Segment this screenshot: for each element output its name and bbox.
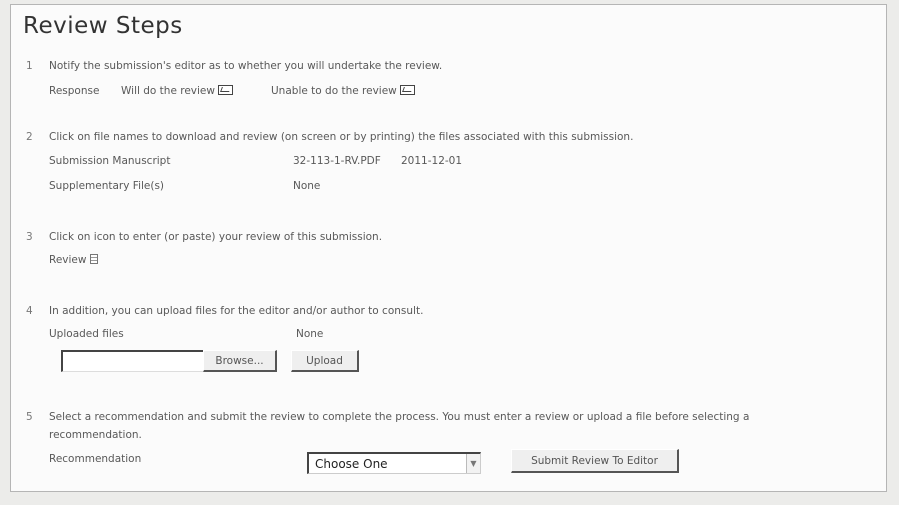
step-2-number: 2 <box>26 131 33 143</box>
step-3-number: 3 <box>26 231 33 243</box>
submit-review-button[interactable]: Submit Review To Editor <box>511 449 679 473</box>
supplementary-files-label: Supplementary File(s) <box>49 180 165 192</box>
review-steps-panel <box>10 4 887 492</box>
step-4-number: 4 <box>26 305 33 317</box>
manuscript-file-link[interactable]: 32-113-1-RV.PDF <box>293 155 381 167</box>
step-5-instruction-line2: recommendation. <box>49 429 142 441</box>
upload-button[interactable]: Upload <box>291 350 359 372</box>
step-3-instruction: Click on icon to enter (or paste) your review of this submission. <box>49 231 383 243</box>
unable-review-label[interactable]: Unable to do the review <box>271 85 397 97</box>
chevron-down-icon[interactable]: ▼ <box>466 454 480 473</box>
step-5-number: 5 <box>26 411 33 423</box>
page-title: Review Steps <box>23 13 183 39</box>
response-label: Response <box>49 85 100 97</box>
will-do-review-label[interactable]: Will do the review <box>121 85 215 97</box>
review-label[interactable]: Review <box>49 254 87 266</box>
envelope-icon[interactable] <box>400 85 415 95</box>
will-do-review-link[interactable] <box>121 85 233 97</box>
supplementary-files-value: None <box>293 180 321 192</box>
envelope-icon[interactable] <box>218 85 233 95</box>
unable-to-review-link[interactable] <box>271 85 415 97</box>
file-path-input[interactable] <box>61 350 209 372</box>
step-2-instruction: Click on file names to download and review (on screen or by printing) the files associated with this submission. <box>49 131 634 143</box>
uploaded-files-value: None <box>296 328 324 340</box>
submission-manuscript-label: Submission Manuscript <box>49 155 171 167</box>
step-4-instruction: In addition, you can upload files for the editor and/or author to consult. <box>49 305 424 317</box>
document-icon[interactable] <box>90 254 98 264</box>
review-link[interactable] <box>49 254 98 266</box>
manuscript-date: 2011-12-01 <box>401 155 463 167</box>
recommendation-label: Recommendation <box>49 453 142 465</box>
recommendation-select-value[interactable]: Choose One <box>315 457 388 471</box>
browse-button[interactable]: Browse... <box>203 350 277 372</box>
step-5-instruction-line1: Select a recommendation and submit the review to complete the process. You must enter a review or upload a file before selecting a <box>49 411 750 423</box>
uploaded-files-label: Uploaded files <box>49 328 124 340</box>
step-1-number: 1 <box>26 60 33 72</box>
step-1-instruction: Notify the submission's editor as to whether you will undertake the review. <box>49 60 443 72</box>
recommendation-select[interactable] <box>307 452 481 474</box>
